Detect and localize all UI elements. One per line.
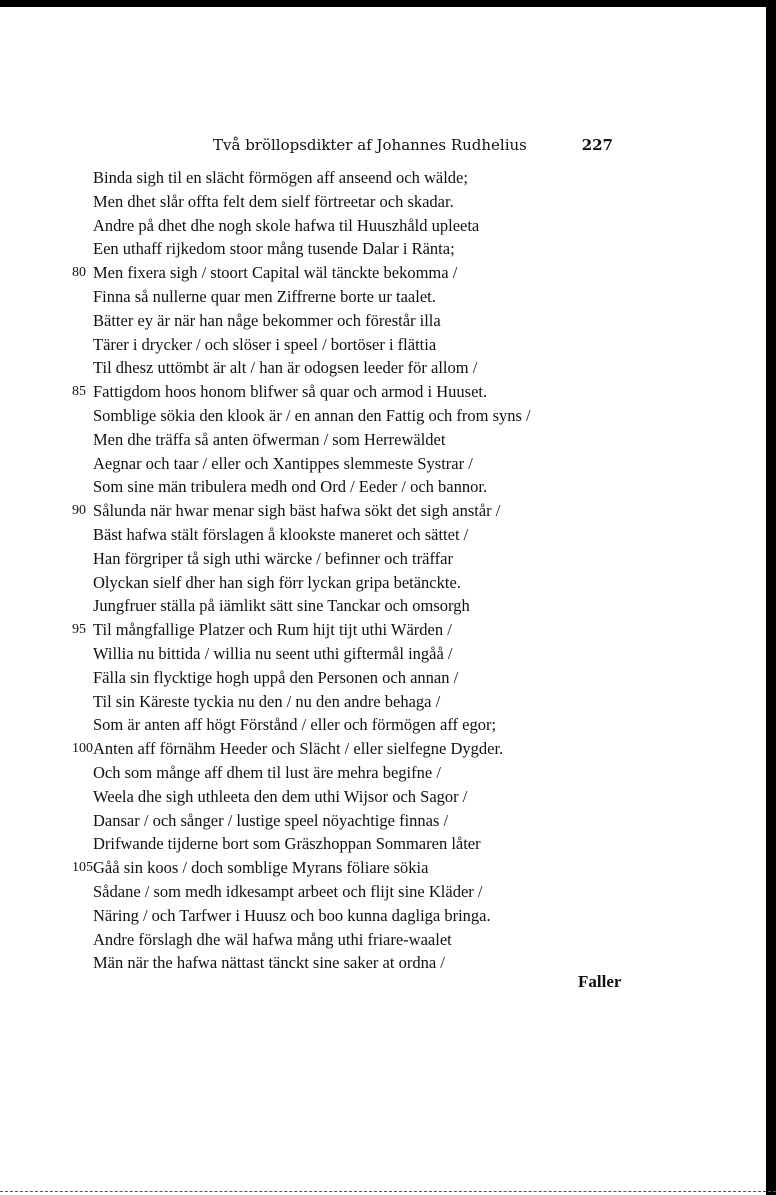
verse-text: Til sin Käreste tyckia nu den / nu den andre behaga / — [93, 691, 441, 711]
catchword: Faller — [578, 972, 622, 991]
verse-text: Tärer i drycker / och slöser i speel / bortöser i flättia — [93, 334, 437, 354]
verse-text: Och som månge aff dhem til lust äre mehra begifne / — [93, 763, 441, 782]
verse-text: Som är anten aff högt Förstånd / eller och förmögen aff egor; — [93, 715, 497, 735]
verse-text: Andre på dhet dhe nogh skole hafwa til Huuszhåld upleeta — [93, 215, 480, 235]
verse-text: Bäst hafwa stält förslagen å klookste maneret och sättet / — [93, 525, 469, 544]
scan-top-edge — [0, 0, 776, 7]
verse-text: Een uthaff rijkedom stoor mång tusende Dalar i Ränta; — [93, 239, 455, 259]
line-number: 90 — [72, 503, 86, 519]
scan-right-edge — [766, 0, 776, 1195]
verse-text: Sålunda när hwar menar sigh bäst hafwa sökt det sigh anstår / — [93, 501, 501, 521]
verse-text: Fälla sin flycktige hogh uppå den Personen och annan / — [93, 667, 459, 687]
verse-text: Andre förslagh dhe wäl hafwa mång uthi friare-waalet — [93, 929, 452, 949]
running-header — [213, 134, 613, 156]
verse-text: Til mångfallige Platzer och Rum hijt tijt uthi Wärden / — [93, 620, 452, 640]
verse-text: Finna så nullerne quar men Ziffrerne borte ur taalet. — [93, 287, 436, 306]
verse-text: Jungfruer ställa på iämlikt sätt sine Tanckar och omsorgh — [93, 596, 470, 616]
line-number: 80 — [72, 265, 86, 281]
line-number: 100 — [72, 741, 93, 757]
line-number: 85 — [72, 384, 86, 400]
line-number: 105 — [72, 860, 93, 876]
verse-text: Dansar / och sånger / lustige speel nöyachtige finnas / — [93, 810, 449, 830]
verse-text: Näring / och Tarfwer i Huusz och boo kunna dagliga bringa. — [93, 905, 491, 925]
verse-text: Gåå sin koos / doch somblige Myrans föliare sökia — [93, 858, 429, 878]
verse-text: Aegnar och taar / eller och Xantippes slemmeste Systrar / — [93, 453, 473, 473]
scan-bottom-edge — [0, 1191, 776, 1193]
verse-text: Olyckan sielf dher han sigh förr lyckan gripa betänckte. — [93, 572, 461, 592]
verse-text: Willia nu bittida / willia nu seent uthi giftermål ingåå / — [93, 644, 453, 663]
verse-text: Binda sigh til en slächt förmögen aff anseend och wälde; — [93, 168, 468, 187]
verse-text: Sådane / som medh idkesampt arbeet och flijt sine Kläder / — [93, 882, 483, 901]
verse-text: Män när the hafwa nättast tänckt sine saker at ordna / — [93, 953, 445, 973]
running-title: Två bröllopsdikter af Johannes Rudhelius — [213, 136, 527, 154]
verse-text: Weela dhe sigh uthleeta den dem uthi Wijsor och Sagor / — [93, 786, 468, 806]
verse-text: Drifwande tijderne bort som Gräszhoppan Sommaren låter — [93, 834, 481, 854]
verse-text: Men dhe träffa så anten öfwerman / som Herrewäldet — [93, 429, 446, 449]
verse-text: Somblige sökia den klook är / en annan den Fattig och from syns / — [93, 406, 531, 425]
verse-text: Fattigdom hoos honom blifwer så quar och armod i Huuset. — [93, 382, 488, 402]
verse-text: Bätter ey är när han någe bekommer och förestår illa — [93, 310, 441, 330]
verse-text: Til dhesz uttömbt är alt / han är odogsen leeder för allom / — [93, 358, 478, 378]
verse-text: Som sine män tribulera medh ond Ord / Eeder / och bannor. — [93, 477, 488, 497]
verse-text: Men fixera sigh / stoort Capital wäl tänckte bekomma / — [93, 263, 458, 283]
verse-text: Han förgriper tå sigh uthi wärcke / befinner och träffar — [93, 548, 453, 568]
page-number: 227 — [581, 136, 613, 154]
line-number: 95 — [72, 622, 86, 638]
verse-text: Anten aff förnähm Heeder och Slächt / eller sielfegne Dygder. — [93, 739, 504, 759]
verse-text: Men dhet slår offta felt dem sielf förtreetar och skadar. — [93, 191, 454, 211]
